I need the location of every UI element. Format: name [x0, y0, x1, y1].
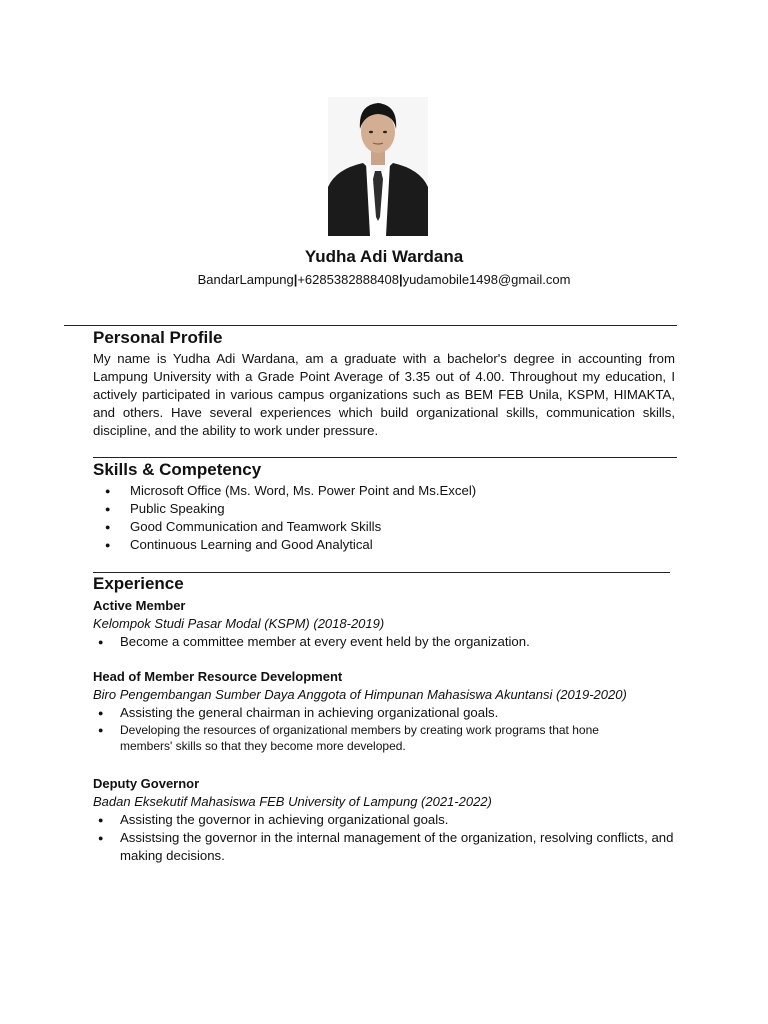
contact-separator: |	[398, 272, 403, 287]
section-divider	[93, 457, 677, 458]
skill-item: ● Microsoft Office (Ms. Word, Ms. Power Point and Ms.Excel)	[93, 482, 476, 500]
experience-bullet: ● Assisting the governor in achieving organizational goals.	[93, 811, 703, 829]
experience-role: Active Member	[93, 598, 186, 613]
experience-bullet: ● Assistsing the governor in the internal management of the organization, resolving conflicts, and making decisions.	[93, 829, 703, 865]
applicant-name: Yudha Adi Wardana	[304, 247, 464, 266]
contact-separator: |	[293, 272, 298, 287]
experience-organization: Badan Eksekutif Mahasiswa FEB University of Lampung (2021-2022)	[93, 794, 492, 809]
experience-bullets	[93, 811, 703, 865]
section-divider	[64, 325, 677, 326]
experience-organization: Kelompok Studi Pasar Modal (KSPM) (2018-2019)	[93, 616, 385, 631]
personal-profile-heading: Personal Profile	[93, 328, 223, 347]
experience-bullet: ● Become a committee member at every event held by the organization.	[93, 633, 703, 651]
skills-heading: Skills & Competency	[93, 460, 262, 479]
experience-role: Deputy Governor	[93, 776, 200, 791]
experience-entry	[93, 597, 703, 651]
location-text: BandarLampung	[197, 272, 294, 287]
experience-bullet: ● Assisting the general chairman in achieving organizational goals.	[93, 704, 703, 722]
experience-entry	[93, 775, 703, 865]
phone-text: +6285382888408	[297, 272, 399, 287]
experience-role: Head of Member Resource Development	[93, 669, 343, 684]
experience-organization: Biro Pengembangan Sumber Daya Anggota of Himpunan Mahasiswa Akuntansi (2019-2020)	[93, 687, 627, 702]
skill-item: ● Continuous Learning and Good Analytical	[93, 536, 476, 554]
section-divider	[93, 572, 670, 573]
personal-profile-text: My name is Yudha Adi Wardana, am a graduate with a bachelor's degree in accounting from Lampung University with a Grade Point Average of 3.35 out of 4.00. Throughout my education, I actively participated in various campus organizations such as BEM FEB Unila, KSPM, HIMAKTA, and others. Have several experiences which build organizational skills, communication skills, discipline, and the ability to work under pressure.	[93, 351, 675, 438]
skills-list	[93, 482, 476, 554]
profile-photo	[328, 97, 428, 236]
skill-item: ● Good Communication and Teamwork Skills	[93, 518, 476, 536]
experience-heading: Experience	[93, 574, 184, 593]
experience-entry	[93, 668, 703, 754]
contact-line	[0, 272, 768, 287]
experience-bullets	[93, 704, 703, 754]
skill-item: ● Public Speaking	[93, 500, 476, 518]
experience-bullet: ● Developing the resources of organizational members by creating work programs that hone members' skills so that they become more developed.	[93, 722, 650, 754]
experience-bullets	[93, 633, 703, 651]
email-text: yudamobile1498@gmail.com	[402, 272, 571, 287]
